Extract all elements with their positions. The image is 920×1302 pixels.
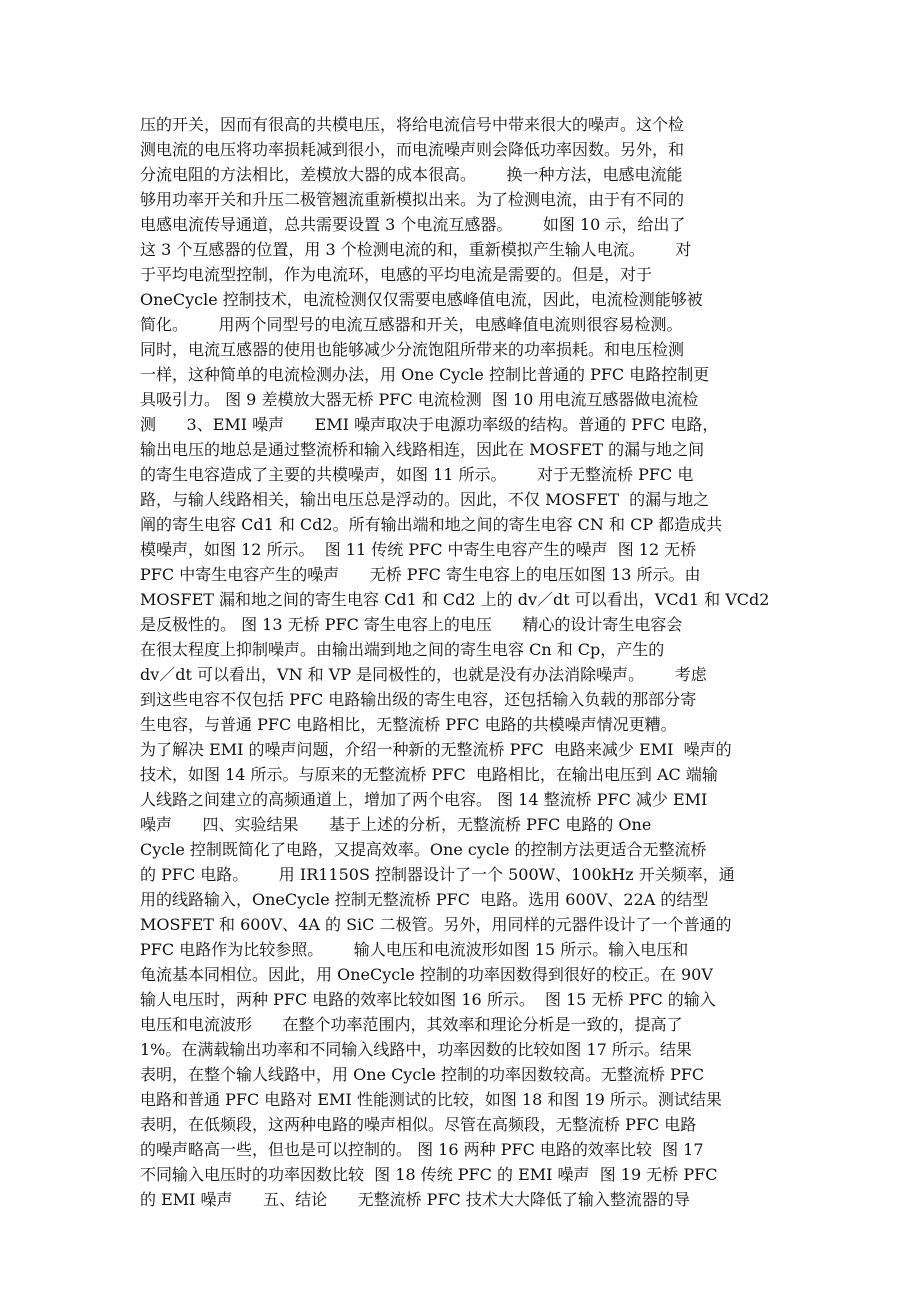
text-line: Cycle 控制既简化了电路，又提高效率。One cycle 的控制方法更适合无整流桥 [140, 840, 707, 859]
text-line: 测 3、EMI 噪声 EMI 噪声取决于电源功率级的结构。普通的 PFC 电路， [140, 415, 719, 434]
text-line: MOSFET 和 600V、4A 的 SiC 二极管。另外，用同样的元器件设计了一个普通的 [140, 915, 732, 934]
text-line: OneCycle 控制技术，电流检测仅仅需要电感峰值电流，因此，电流检测能够被 [140, 290, 703, 309]
text-line: 模噪声，如图 12 所示。 图 11 传统 PFC 中寄生电容产生的噪声 图 12 无桥 [140, 540, 697, 559]
text-line: 路，与输人线路相关，输出电压总是浮动的。因此，不仅 MOSFET 的漏与地之 [140, 490, 710, 509]
text-line: 人线路之间建立的高频通道上，增加了两个电容。 图 14 整流桥 PFC 减少 EMI [140, 790, 708, 809]
text-line: 压的开关，因而有很高的共模电压，将给电流信号中带来很大的噪声。这个检 [140, 115, 685, 134]
text-line: 这 3 个互感器的位置，用 3 个检测电流的和，重新模拟产生输人电流。 对 [140, 240, 692, 259]
text-line: 表明，在低频段，这两种电路的噪声相似。尽管在高频段，无整流桥 PFC 电路 [140, 1115, 697, 1134]
text-line: 生电容，与普通 PFC 电路相比，无整流桥 PFC 电路的共模噪声情况更糟。 [140, 715, 677, 734]
text-line: 用的线路输入，OneCycle 控制无整流桥 PFC 电路。选用 600V、22A 的结型 [140, 890, 709, 909]
text-line: 简化。 用两个同型号的电流互感器和开关，电感峰值电流则很容易检测。 [140, 315, 683, 334]
text-line: 为了解决 EMI 的噪声问题，介绍一种新的无整流桥 PFC 电路来减少 EMI 噪声的 [140, 740, 732, 759]
text-line: 的噪声略高一些，但也是可以控制的。 图 16 两种 PFC 电路的效率比较 图 17 [140, 1140, 704, 1159]
text-line: 电路和普通 PFC 电路对 EMI 性能测试的比较，如图 18 和图 19 所示。测试结果 [140, 1090, 722, 1109]
text-line: 在很太程度上抑制噪声。由输出端到地之间的寄生电容 Cn 和 Cp，产生的 [140, 640, 665, 659]
body-text [140, 112, 800, 1212]
text-line: 的 EMI 噪声 五、结论 无整流桥 PFC 技术大大降低了输入整流器的导 [140, 1190, 690, 1209]
text-line: 测电流的电压将功率损耗减到很小，而电流噪声则会降低功率因数。另外，和 [140, 140, 685, 159]
text-line: 电压和电流波形 在整个功率范围内，其效率和理论分析是一致的，提高了 [140, 1015, 683, 1034]
text-line: 不同输入电压时的功率因数比较 图 18 传统 PFC 的 EMI 噪声 图 19 无桥 PFC [140, 1165, 718, 1184]
text-line: dv／dt 可以看出，VN 和 VP 是同极性的，也就是没有办法消除噪声。 考虑 [140, 665, 707, 684]
text-line: 同时，电流互感器的使用也能够减少分流饱阻所带来的功率损耗。和电压检测 [140, 340, 685, 359]
text-line: 是反极性的。 图 13 无桥 PFC 寄生电容上的电压 精心的设计寄生电容会 [140, 615, 683, 634]
text-line: 分流电阻的方法相比，差模放大器的成本很高。 换一种方法，电感电流能 [140, 165, 683, 184]
text-line: 技术，如图 14 所示。与原来的无整流桥 PFC 电路相比，在输出电压到 AC 端输 [140, 765, 718, 784]
text-line: PFC 电路作为比较参照。 输人电压和电流波形如图 15 所示。输入电压和 [140, 940, 689, 959]
text-line: 表明，在整个输人线路中，用 One Cycle 控制的功率因数较高。无整流桥 PFC [140, 1065, 705, 1084]
text-line: 电感电流传导通道，总共需要设置 3 个电流互感器。 如图 10 示，给出了 [140, 215, 686, 234]
text-line: 的寄生电容造成了主要的共模噪声，如图 11 所示。 对于无整流桥 PFC 电 [140, 465, 694, 484]
text-line: 到这些电容不仅包括 PFC 电路输出级的寄生电容，还包括输入负载的那部分寄 [140, 690, 697, 709]
text-line: 输人电压时，两种 PFC 电路的效率比较如图 16 所示。 图 15 无桥 PFC 的输入 [140, 990, 716, 1009]
text-line: 龟流基本同相位。因此，用 OneCycle 控制的功率因数得到很好的校正。在 90V [140, 965, 713, 984]
text-line: 够用功率开关和升压二极管翘流重新模拟出来。为了检测电流，由于有不同的 [140, 190, 685, 209]
text-line: 具吸引力。 图 9 差模放大器无桥 PFC 电流检测 图 10 用电流互感器做电流检 [140, 390, 699, 409]
text-line: 的 PFC 电路。 用 IR1150S 控制器设计了一个 500W、100kHz 开关频率，通 [140, 865, 735, 884]
text-line: PFC 中寄生电容产生的噪声 无桥 PFC 寄生电容上的电压如图 13 所示。由 [140, 565, 701, 584]
text-line: 于平均电流型控制，作为电流环，电感的平均电流是需要的。但是，对于 [140, 265, 653, 284]
text-line: 1%。在满载输出功率和不同输入线路中，功率因数的比较如图 17 所示。结果 [140, 1040, 692, 1059]
text-line: 阐的寄生电容 Cd1 和 Cd2。所有输出端和地之间的寄生电容 CN 和 CP 都造成共 [140, 515, 723, 534]
text-line: 噪声 四、实验结果 基于上述的分析，无整流桥 PFC 电路的 One [140, 815, 652, 834]
text-line: MOSFET 漏和地之间的寄生电容 Cd1 和 Cd2 上的 dv／dt 可以看出，VCd1 和 VCd2 [140, 590, 770, 609]
text-line: 一样，这种简单的电流检测办法，用 One Cycle 控制比普通的 PFC 电路控制更 [140, 365, 710, 384]
text-line: 输出电压的地总是通过整流桥和输入线路相连，因此在 MOSFET 的漏与地之间 [140, 440, 705, 459]
